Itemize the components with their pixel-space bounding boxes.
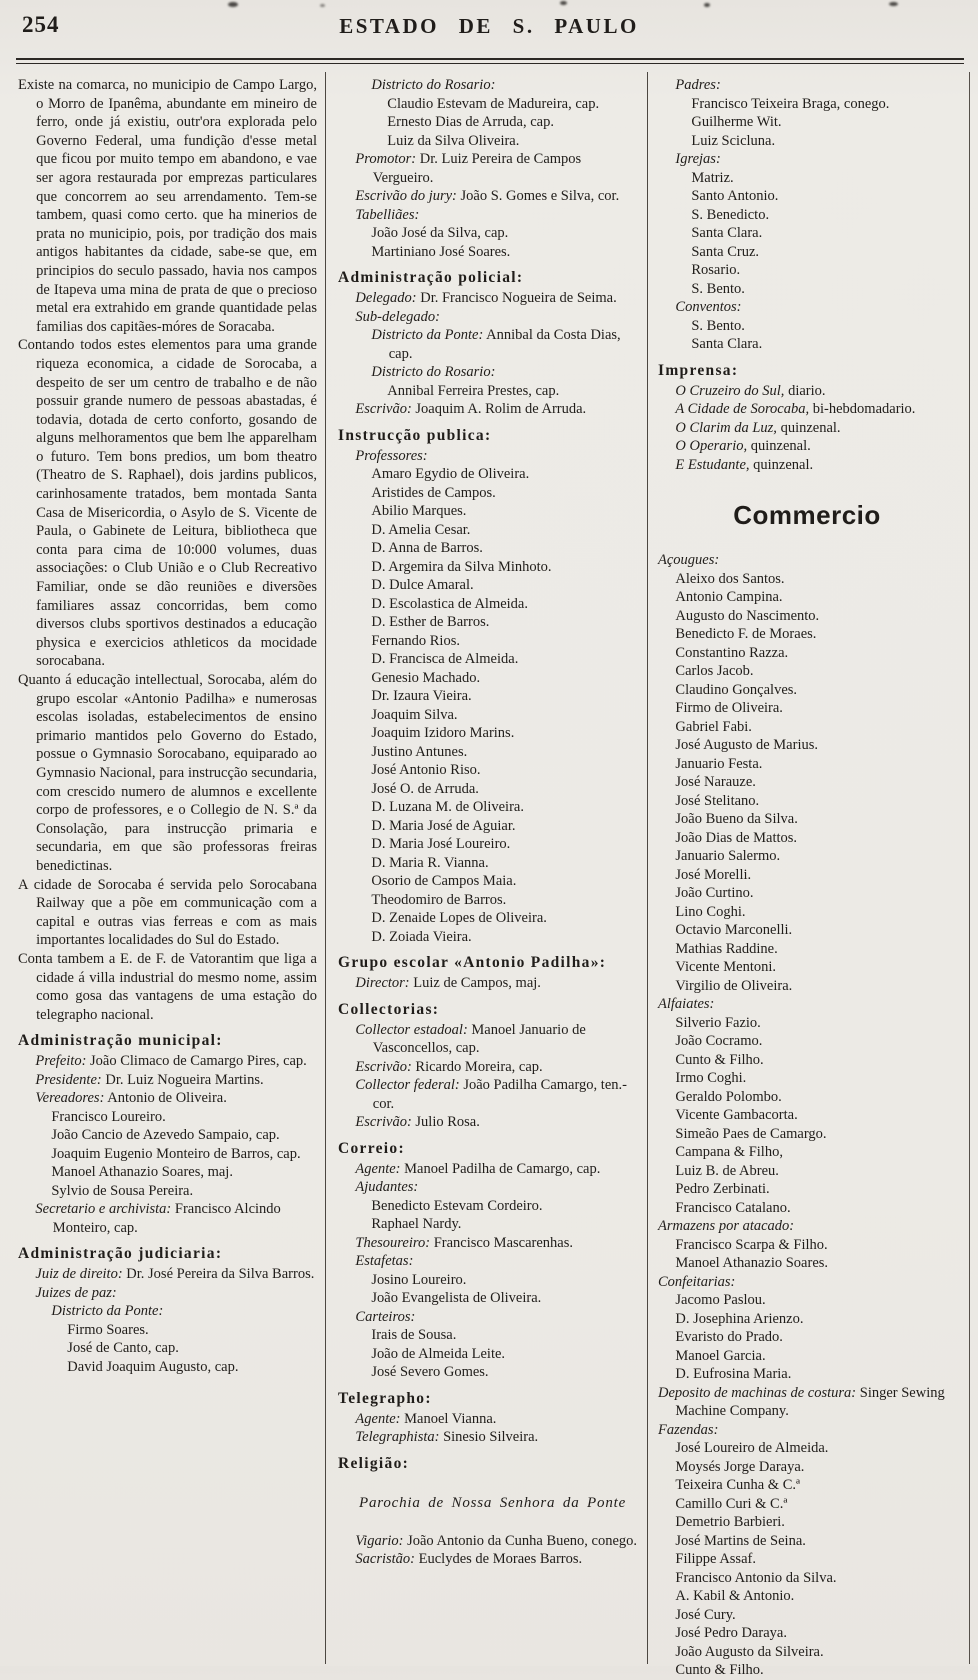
directory-entry: Francisco Scarpa & Filho.	[675, 1236, 828, 1253]
entry-label: Confeitarias:	[658, 1273, 736, 1290]
directory-entry: Manoel Athanazio Soares.	[675, 1255, 829, 1271]
paragraph: Quanto á educação intellectual, Sorocaba, além do grupo escolar «Antonio Padilha» e numerosas escolas isoladas, estabelecimentos de ensino primario mantidos pelo Governo do Estado, possue o Gymnasio Sorocabano, equiparado ao Gymnasio Nacional, para instrucção secundaria, com crescido numero de alumnos e excellente corpo de professores, e o Collegio de N. S.ª da Consolação, para instrucção primaria e secundaria, em que são professoras freiras benedictinas.	[18, 672, 317, 874]
directory-entry: Secretario e archivista: Francisco Alcindo Monteiro, cap.	[35, 1201, 281, 1236]
directory-entry: Abilio Marques.	[371, 503, 467, 519]
entry-label: Collector estadoal:	[355, 1021, 468, 1038]
directory-entry: Aleixo dos Santos.	[675, 570, 785, 587]
directory-entry: José Augusto de Marius.	[675, 737, 818, 753]
directory-entry: Francisco Teixeira Braga, conego.	[691, 95, 890, 112]
directory-entry: S. Bento.	[691, 280, 745, 297]
directory-entry	[18, 1302, 317, 1321]
entry-label: Agente:	[355, 1160, 401, 1177]
section-heading: Collectorias:	[338, 1000, 440, 1018]
directory-entry: D. Maria José Loureiro.	[371, 836, 511, 852]
directory-entry: Simeão Paes de Camargo.	[675, 1125, 827, 1142]
section-heading: Telegrapho:	[338, 1389, 432, 1407]
directory-entry: E Estudante, quinzenal.	[675, 456, 814, 473]
directory-entry: D. Maria R. Vianna.	[371, 854, 489, 871]
directory-entry: D. Zoiada Vieira.	[371, 928, 472, 945]
entry-label: Secretario e archivista:	[35, 1201, 172, 1218]
directory-entry: Fernando Rios.	[371, 632, 460, 649]
directory-entry	[658, 1273, 966, 1292]
directory-entry: Delegado: Dr. Francisco Nogueira de Seima.	[355, 290, 617, 306]
directory-entry: José Cury.	[675, 1606, 736, 1623]
entry-label: Igrejas:	[675, 151, 721, 167]
directory-entry: D. Amelia Cesar.	[371, 521, 471, 538]
directory-entry: João Curtino.	[675, 885, 754, 901]
directory-entry: Juiz de direito: Dr. José Pereira da Silva Barros.	[35, 1266, 315, 1283]
directory-entry: Sylvio de Sousa Pereira.	[51, 1182, 194, 1199]
directory-entry: João Cancio de Azevedo Sampaio, cap.	[51, 1127, 280, 1144]
entry-label: Districto do Rosario:	[371, 77, 496, 93]
directory-entry: Gabriel Fabi.	[675, 718, 752, 735]
page-title: ESTADO DE S. PAULO	[339, 14, 639, 38]
directory-entry: Mathias Raddine.	[675, 940, 778, 957]
directory-entry: José Stelitano.	[675, 792, 760, 809]
column-1	[14, 72, 326, 1664]
section-heading: Instrucção publica:	[338, 426, 492, 444]
entry-label: Sacristão:	[355, 1551, 416, 1567]
entry-label: Districto da Ponte:	[51, 1303, 164, 1320]
directory-entry	[658, 995, 966, 1014]
entry-label: Alfaiates:	[658, 996, 715, 1012]
directory-entry: D. Escolastica de Almeida.	[371, 595, 528, 612]
directory-entry: Santo Antonio.	[691, 188, 779, 204]
entry-label: Presidente:	[35, 1071, 102, 1088]
entry-label: Escrivão do jury:	[355, 188, 457, 204]
directory-entry: O Cruzeiro do Sul, diario.	[675, 382, 826, 399]
directory-entry: José Martins de Seina.	[675, 1532, 806, 1549]
directory-entry: Raphael Nardy.	[371, 1216, 462, 1232]
directory-entry: José O. de Arruda.	[371, 780, 479, 797]
paragraph: Contando todos estes elementos para uma grande riqueza economica, a cidade de Sorocaba, a despeito de ser um centro de trabalho e de não possuir grande numero de pessoas abastadas, é todavia, dotada de certo conforto, gosando de alguns melhoramentos que bem lhe apparelham o futuro. Tem bons predios, um bom theatro (Theatro de S. Raphael), dois jardins publicos, carinhosamente tratados, bem montada Santa Casa de Misericordia, o Asylo de S. Vicente de Paula, o Gabinete de Leitura, bibliotheca que conta para cima de 10:000 volumes, duas associações: o Club União e o Club Recreativo Familiar, onde se dão reuniões e diversões familiares assaz concorridas, bem como diversos clubs sportivos destinados a educação physica e exercicios athleticos da mocidade sorocabana.	[18, 337, 317, 670]
directory-entry: Francisco Loureiro.	[51, 1108, 166, 1125]
directory-entry: Lino Coghi.	[675, 903, 746, 920]
parish-title-line: Parochia de Nossa Senhora da Ponte	[359, 1494, 627, 1511]
directory-entry: Geraldo Polombo.	[675, 1088, 782, 1105]
entry-label: Conventos:	[675, 299, 742, 315]
directory-entry	[338, 1308, 639, 1327]
entry-label: Vereadores:	[35, 1090, 105, 1107]
column-3	[648, 72, 974, 1678]
directory-entry	[658, 150, 966, 169]
directory-entry	[658, 76, 966, 95]
entry-label: Armazens por atacado:	[658, 1218, 795, 1234]
directory-entry: D. Zenaide Lopes de Oliveira.	[371, 910, 547, 926]
directory-entry: Collector estadoal: Manoel Januario de Vasconcellos, cap.	[355, 1021, 586, 1056]
column-2	[326, 72, 648, 1664]
directory-entry: D. Eufrosina Maria.	[675, 1366, 792, 1382]
entry-label: Juizes de paz:	[35, 1284, 117, 1301]
entry-label: Districto da Ponte:	[371, 327, 484, 343]
directory-entry: Martiniano José Soares.	[371, 243, 511, 260]
directory-entry: Annibal Ferreira Prestes, cap.	[387, 382, 560, 399]
directory-entry	[658, 298, 966, 317]
entry-label: O Operario,	[675, 438, 748, 454]
directory-entry: Demetrio Barbieri.	[675, 1514, 785, 1530]
directory-entry: Osorio de Campos Maia.	[371, 873, 517, 889]
section-heading: Correio:	[338, 1139, 405, 1157]
directory-entry: Firmo de Oliveira.	[675, 700, 783, 716]
section-heading: Grupo escolar «Antonio Padilha»:	[338, 954, 607, 971]
directory-entry: Jacomo Paslou.	[675, 1292, 766, 1308]
directory-entry: Luiz B. de Abreu.	[675, 1162, 779, 1179]
entry-label: Thesoureiro:	[355, 1234, 431, 1251]
entry-label: Collector federal:	[355, 1077, 460, 1093]
directory-entry: Collector federal: João Padilha Camargo, ten.-cor.	[355, 1077, 627, 1112]
section-heading: Administração policial:	[338, 269, 524, 286]
directory-entry: David Joaquim Augusto, cap.	[67, 1358, 239, 1375]
directory-entry: Evaristo do Prado.	[675, 1329, 783, 1345]
entry-label: Carteiros:	[355, 1308, 416, 1325]
entry-label: Tabelliães:	[355, 206, 420, 223]
directory-entry: Francisco Antonio da Silva.	[675, 1569, 837, 1586]
directory-entry: José Morelli.	[675, 866, 752, 883]
entry-label: Director:	[355, 975, 410, 991]
directory-entry: D. Dulce Amaral.	[371, 577, 474, 593]
section-heading: Religião:	[338, 1454, 410, 1472]
entry-label: A Cidade de Sorocaba,	[675, 401, 810, 417]
directory-entry: Augusto do Nascimento.	[675, 607, 820, 624]
directory-entry: José Severo Gomes.	[371, 1364, 489, 1380]
entry-label: Prefeito:	[35, 1053, 87, 1070]
directory-entry: Escrivão: Ricardo Moreira, cap.	[355, 1058, 543, 1075]
directory-entry: Presidente: Dr. Luiz Nogueira Martins.	[35, 1071, 264, 1088]
directory-entry: Vicente Mentoni.	[675, 959, 777, 975]
directory-entry: O Operario, quinzenal.	[675, 438, 811, 454]
paragraph: Existe na comarca, no municipio de Campo Largo, o Morro de Ipanêma, abundante em mineiro de ferro, onde já existiu, outr'ora explorada pelo Governo Federal, uma fundição d'esse metal que ficou por muito tempo em abandono, e vae ser agora restaurada por emprezas particulares que concorrem ao seu arrendamento. Tem-se tambem, quasi como certo. que ha minerios de prata no municipio, pois, por tradição dos mais antigos habitantes da cidade, sabe-se que, em principios do seculo passado, havia nos campos de Itapeva uma mina de prata de que o precioso metal era extrahido em grande quantidade pelas familias dos capitães-móres de Soracaba.	[18, 77, 317, 335]
page-header	[0, 0, 978, 58]
directory-entry: Ernesto Dias de Arruda, cap.	[387, 114, 554, 130]
directory-entry: Octavio Marconelli.	[675, 922, 793, 938]
directory-entry: João José da Silva, cap.	[371, 225, 509, 241]
entry-label: Telegraphista:	[355, 1429, 440, 1445]
directory-entry: Joaquim Silva.	[371, 706, 458, 723]
directory-entry: Luiz Scicluna.	[691, 132, 776, 149]
entry-label: Delegado:	[355, 290, 417, 306]
directory-entry: Josino Loureiro.	[371, 1271, 467, 1288]
directory-entry: D. Maria José de Aguiar.	[371, 817, 516, 834]
page-number: 254	[22, 12, 60, 37]
entry-label: Estafetas:	[355, 1253, 414, 1269]
entry-label: Padres:	[675, 77, 721, 93]
directory-entry	[658, 551, 966, 570]
directory-entry: Firmo Soares.	[67, 1321, 149, 1338]
directory-entry: Promotor: Dr. Luiz Pereira de Campos Vergueiro.	[355, 151, 582, 186]
entry-label: Deposito de machinas de costura:	[658, 1384, 857, 1401]
directory-entry: Antonio Campina.	[675, 589, 783, 605]
directory-entry: João Evangelista de Oliveira.	[371, 1290, 542, 1306]
directory-entry: Cunto & Filho.	[675, 1051, 764, 1068]
directory-entry: Carlos Jacob.	[675, 663, 754, 679]
directory-entry: D. Anna de Barros.	[371, 540, 483, 556]
directory-entry: S. Bento.	[691, 317, 745, 334]
directory-entry: Santa Cruz.	[691, 243, 760, 260]
directory-entry	[338, 76, 639, 95]
directory-entry: Districto da Ponte: Annibal da Costa Dias, cap.	[371, 327, 621, 362]
directory-entry: José Pedro Daraya.	[675, 1625, 787, 1641]
directory-entry	[658, 1421, 966, 1440]
entry-label: Sub-delegado:	[355, 308, 440, 325]
directory-entry: João de Almeida Leite.	[371, 1345, 506, 1362]
directory-entry: Vicente Gambacorta.	[675, 1107, 798, 1123]
directory-entry: D. Luzana M. de Oliveira.	[371, 799, 524, 815]
directory-entry: Irmo Coghi.	[675, 1070, 747, 1086]
directory-entry: Virgilio de Oliveira.	[675, 977, 793, 994]
directory-entry: Januario Festa.	[675, 755, 763, 772]
directory-entry: Prefeito: João Climaco de Camargo Pires, cap.	[35, 1053, 307, 1070]
directory-entry: José Antonio Riso.	[371, 762, 481, 778]
directory-entry: João Bueno da Silva.	[675, 811, 798, 827]
directory-entry	[338, 308, 639, 327]
directory-entry: Constantino Razza.	[675, 644, 789, 661]
directory-entry: D. Esther de Barros.	[371, 614, 490, 630]
directory-entry: Genesio Machado.	[371, 669, 481, 686]
section-heading: Administração municipal:	[18, 1032, 223, 1050]
entry-label: Juiz de direito:	[35, 1266, 123, 1283]
text-columns	[14, 72, 970, 1678]
directory-entry	[658, 1217, 966, 1236]
directory-entry: D. Argemira da Silva Minhoto.	[371, 558, 552, 575]
directory-entry: Francisco Catalano.	[675, 1199, 791, 1216]
directory-entry: O Clarim da Luz, quinzenal.	[675, 419, 841, 436]
directory-entry: João Dias de Mattos.	[675, 829, 798, 846]
directory-entry: Camillo Curi & C.ª	[675, 1495, 788, 1512]
directory-entry: Escrivão do jury: João S. Gomes e Silva, cor.	[355, 188, 620, 204]
directory-entry: Campana & Filho,	[675, 1144, 783, 1160]
directory-entry: Santa Clara.	[691, 225, 763, 241]
directory-entry: Aristides de Campos.	[371, 484, 496, 501]
directory-entry: Manoel Garcia.	[675, 1347, 766, 1364]
directory-entry: D. Francisca de Almeida.	[371, 651, 519, 667]
entry-label: Districto do Rosario:	[371, 364, 496, 380]
directory-entry: João Augusto da Silveira.	[675, 1643, 824, 1660]
entry-label: O Clarim da Luz,	[675, 419, 777, 436]
entry-label: E Estudante,	[675, 456, 750, 473]
directory-entry: Pedro Zerbinati.	[675, 1181, 770, 1197]
directory-entry: Thesoureiro: Francisco Mascarenhas.	[355, 1234, 573, 1251]
entry-label: Açougues:	[658, 552, 720, 568]
entry-label: Vigario:	[355, 1532, 404, 1549]
directory-entry: Vigario: João Antonio da Cunha Bueno, conego.	[355, 1532, 638, 1549]
entry-label: Professores:	[355, 447, 428, 464]
directory-entry	[338, 1252, 639, 1271]
directory-entry: D. Josephina Arienzo.	[675, 1310, 804, 1327]
directory-entry	[338, 363, 639, 382]
directory-entry: José de Canto, cap.	[67, 1340, 179, 1357]
directory-entry: Silverio Fazio.	[675, 1014, 761, 1031]
directory-entry: Amaro Egydio de Oliveira.	[371, 466, 530, 482]
directory-entry: Guilherme Wit.	[691, 114, 782, 130]
directory-entry: Dr. Izaura Vieira.	[371, 688, 472, 704]
section-heading: Imprensa:	[658, 361, 739, 379]
directory-entry: Benedicto Estevam Cordeiro.	[371, 1197, 543, 1214]
directory-entry: Sacristão: Euclydes de Moraes Barros.	[355, 1551, 583, 1567]
header-double-rule	[16, 58, 964, 64]
paragraph: A cidade de Sorocaba é servida pelo Sorocabana Railway que a põe em communicação com a capital e outras vias ferreas e com as mais importantes localidades do Sul do Estado.	[18, 876, 317, 949]
directory-entry: Filippe Assaf.	[675, 1551, 756, 1567]
entry-label: O Cruzeiro do Sul,	[675, 382, 785, 399]
paragraph: Conta tambem a E. de F. de Vatorantim que liga a cidade á villa industrial do mesmo nome, assim como gosa das vantagens de uma estação do telegrapho nacional.	[18, 950, 317, 1023]
directory-entry: Januario Salermo.	[675, 848, 781, 864]
directory-entry: Matriz.	[691, 169, 734, 186]
directory-entry: Escrivão: Julio Rosa.	[355, 1114, 480, 1130]
directory-entry: Theodomiro de Barros.	[371, 891, 507, 908]
directory-entry: Luiz da Silva Oliveira.	[387, 132, 520, 149]
directory-entry: Escrivão: Joaquim A. Rolim de Arruda.	[355, 401, 587, 417]
directory-entry: Claudio Estevam de Madureira, cap.	[387, 95, 600, 112]
directory-entry: Claudino Gonçalves.	[675, 681, 798, 698]
directory-entry: José Narauze.	[675, 774, 756, 790]
directory-entry: Joaquim Izidoro Marins.	[371, 725, 515, 741]
directory-entry: A Cidade de Sorocaba, bi-hebdomadario.	[675, 401, 916, 417]
directory-entry: Moysés Jorge Daraya.	[675, 1458, 805, 1475]
entry-label: Promotor:	[355, 151, 417, 167]
commercio-heading: Commercio	[733, 500, 881, 530]
directory-entry: Irais de Sousa.	[371, 1327, 457, 1343]
directory-entry	[338, 206, 639, 225]
directory-entry: Deposito de machinas de costura: Singer Sewing Machine Company.	[658, 1384, 945, 1419]
directory-entry: Telegraphista: Sinesio Silveira.	[355, 1429, 539, 1445]
directory-entry	[18, 1284, 317, 1303]
directory-entry: Vereadores: Antonio de Oliveira.	[35, 1090, 227, 1107]
directory-entry: Joaquim Eugenio Monteiro de Barros, cap.	[51, 1145, 301, 1162]
directory-entry: Agente: Manoel Padilha de Camargo, cap.	[355, 1160, 601, 1177]
directory-entry: Manoel Athanazio Soares, maj.	[51, 1164, 233, 1181]
entry-label: Ajudantes:	[355, 1179, 419, 1195]
entry-label: Fazendas:	[658, 1421, 719, 1438]
directory-entry: S. Benedicto.	[691, 206, 770, 223]
directory-entry: José Loureiro de Almeida.	[675, 1440, 829, 1456]
directory-entry: João Cocramo.	[675, 1033, 763, 1049]
entry-label: Escrivão:	[355, 1058, 412, 1075]
entry-label: Escrivão:	[355, 1114, 412, 1130]
directory-entry: Justino Antunes.	[371, 743, 468, 760]
directory-entry: Santa Clara.	[691, 336, 763, 352]
section-heading: Administração judiciaria:	[18, 1245, 223, 1263]
directory-entry: Director: Luiz de Campos, maj.	[355, 975, 541, 991]
entry-label: Agente:	[355, 1410, 401, 1427]
entry-label: Escrivão:	[355, 401, 412, 417]
directory-entry	[338, 447, 639, 466]
directory-entry: Teixeira Cunha & C.ª	[675, 1477, 801, 1493]
directory-entry	[338, 1178, 639, 1197]
directory-entry: Cunto & Filho.	[675, 1662, 764, 1678]
directory-entry: A. Kabil & Antonio.	[675, 1588, 795, 1604]
directory-entry: Rosario.	[691, 262, 741, 278]
directory-entry: Benedicto F. de Moraes.	[675, 626, 817, 642]
directory-entry: Agente: Manoel Vianna.	[355, 1410, 497, 1427]
